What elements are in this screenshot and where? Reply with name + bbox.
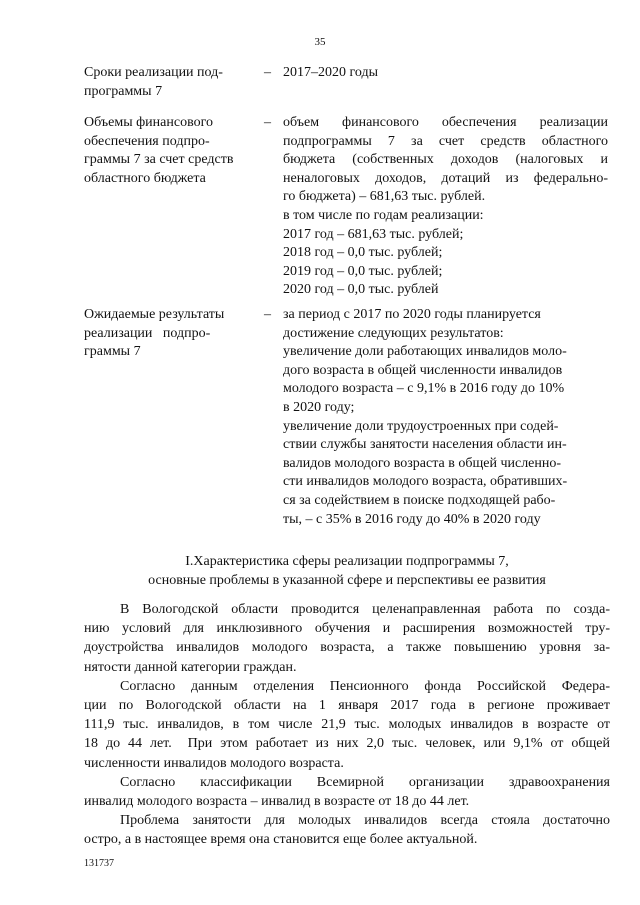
label-line: программы 7 — [84, 83, 163, 99]
paragraph-line: 111,9 тыс. инвалидов, в том числе 21,9 тыс. молодых инвалидов в возрасте от — [84, 717, 610, 733]
passport-label — [84, 114, 254, 188]
value-line: валидов молодого возраста в общей численно- — [283, 455, 562, 471]
value-line: сти инвалидов молодого возраста, обративших- — [283, 474, 568, 490]
paragraph-line: нию условий для инклюзивного обучения и расширения возможностей тру- — [84, 621, 610, 637]
label-line: граммы 7 за счет средств — [84, 152, 234, 168]
passport-label — [84, 64, 254, 101]
value-line: 2017–2020 годы — [283, 65, 379, 80]
value-line: в том числе по годам реализации: — [283, 207, 484, 223]
value-line: подпрограммы 7 за счет средств областного — [283, 133, 608, 149]
value-line: дого возраста в общей численности инвалидов — [283, 362, 563, 378]
section-title — [84, 552, 610, 590]
section-title-line: основные проблемы в указанной сфере и перспективы ее развития — [148, 573, 546, 588]
value-line: объем финансового обеспечения реализации — [283, 115, 608, 130]
dash: – — [264, 65, 271, 80]
dash: – — [264, 115, 271, 130]
value-line: достижение следующих результатов: — [283, 325, 504, 341]
paragraph-line: инвалид молодого возраста – инвалид в возрасте от 18 до 44 лет. — [84, 794, 470, 810]
label-line: Ожидаемые результаты — [84, 307, 225, 322]
value-line: 2019 год – 0,0 тыс. рублей; — [283, 263, 443, 279]
label-line: Объемы финансового — [84, 115, 213, 130]
label-line: граммы 7 — [84, 344, 141, 360]
value-line: увеличение доли трудоустроенных при содей- — [283, 418, 559, 434]
label-line: реализации подпро- — [84, 325, 211, 341]
body-text — [84, 600, 610, 850]
value-line: ствии службы занятости населения области ин- — [283, 437, 567, 453]
value-line: го бюджета) – 681,63 тыс. рублей. — [283, 189, 486, 205]
paragraph-line: доустройства инвалидов молодого возраста, а также повышению уровня за- — [84, 640, 610, 656]
passport-value — [283, 64, 608, 83]
label-line: областного бюджета — [84, 170, 206, 186]
value-line: неналоговых доходов, дотаций из федерально- — [283, 170, 608, 186]
label-line: Сроки реализации под- — [84, 65, 223, 80]
paragraph-line: остро, а в настоящее время она становится еще более актуальной. — [84, 832, 478, 848]
value-line: 2020 год – 0,0 тыс. рублей — [283, 282, 439, 298]
paragraph-line: Согласно классификации Всемирной организации здравоохранения — [120, 774, 610, 790]
label-line: обеспечения подпро- — [84, 133, 210, 149]
paragraph-line: В Вологодской области проводится целенаправленная работа по созда- — [120, 602, 610, 617]
paragraph-line: численности инвалидов молодого возраста. — [84, 755, 344, 771]
value-line: ся за содействием в поиске подходящей рабо- — [283, 492, 556, 508]
document-code: 131737 — [84, 858, 114, 869]
value-line: увеличение доли работающих инвалидов моло- — [283, 344, 567, 360]
page-number: 35 — [314, 36, 326, 48]
value-line: ты, – с 35% в 2016 году до 40% в 2020 году — [283, 511, 541, 527]
passport-value — [283, 114, 608, 300]
section-title-line: I.Характеристика сферы реализации подпрограммы 7, — [185, 554, 509, 569]
value-line: молодого возраста – с 9,1% в 2016 году до 10% — [283, 381, 565, 397]
paragraph-line: нятости данной категории граждан. — [84, 659, 297, 675]
value-line: бюджета (собственных доходов (налоговых и — [283, 152, 608, 168]
value-line: 2018 год – 0,0 тыс. рублей; — [283, 245, 443, 261]
paragraph-line: 18 до 44 лет. При этом работает из них 2,0 тыс. человек, или 9,1% от общей — [84, 736, 610, 752]
value-line: за период с 2017 по 2020 годы планируется — [283, 307, 541, 322]
paragraph-line: Согласно данным отделения Пенсионного фонда Российской Федера- — [120, 678, 610, 694]
paragraph-line: Проблема занятости для молодых инвалидов всегда стояла достаточно — [120, 813, 610, 829]
passport-value — [283, 306, 608, 529]
value-line: в 2020 году; — [283, 399, 355, 415]
dash: – — [264, 307, 271, 322]
paragraph-line: ции по Вологодской области на 1 января 2017 года в регионе проживает — [84, 698, 610, 714]
passport-label — [84, 306, 254, 362]
value-line: 2017 год – 681,63 тыс. рублей; — [283, 226, 464, 242]
